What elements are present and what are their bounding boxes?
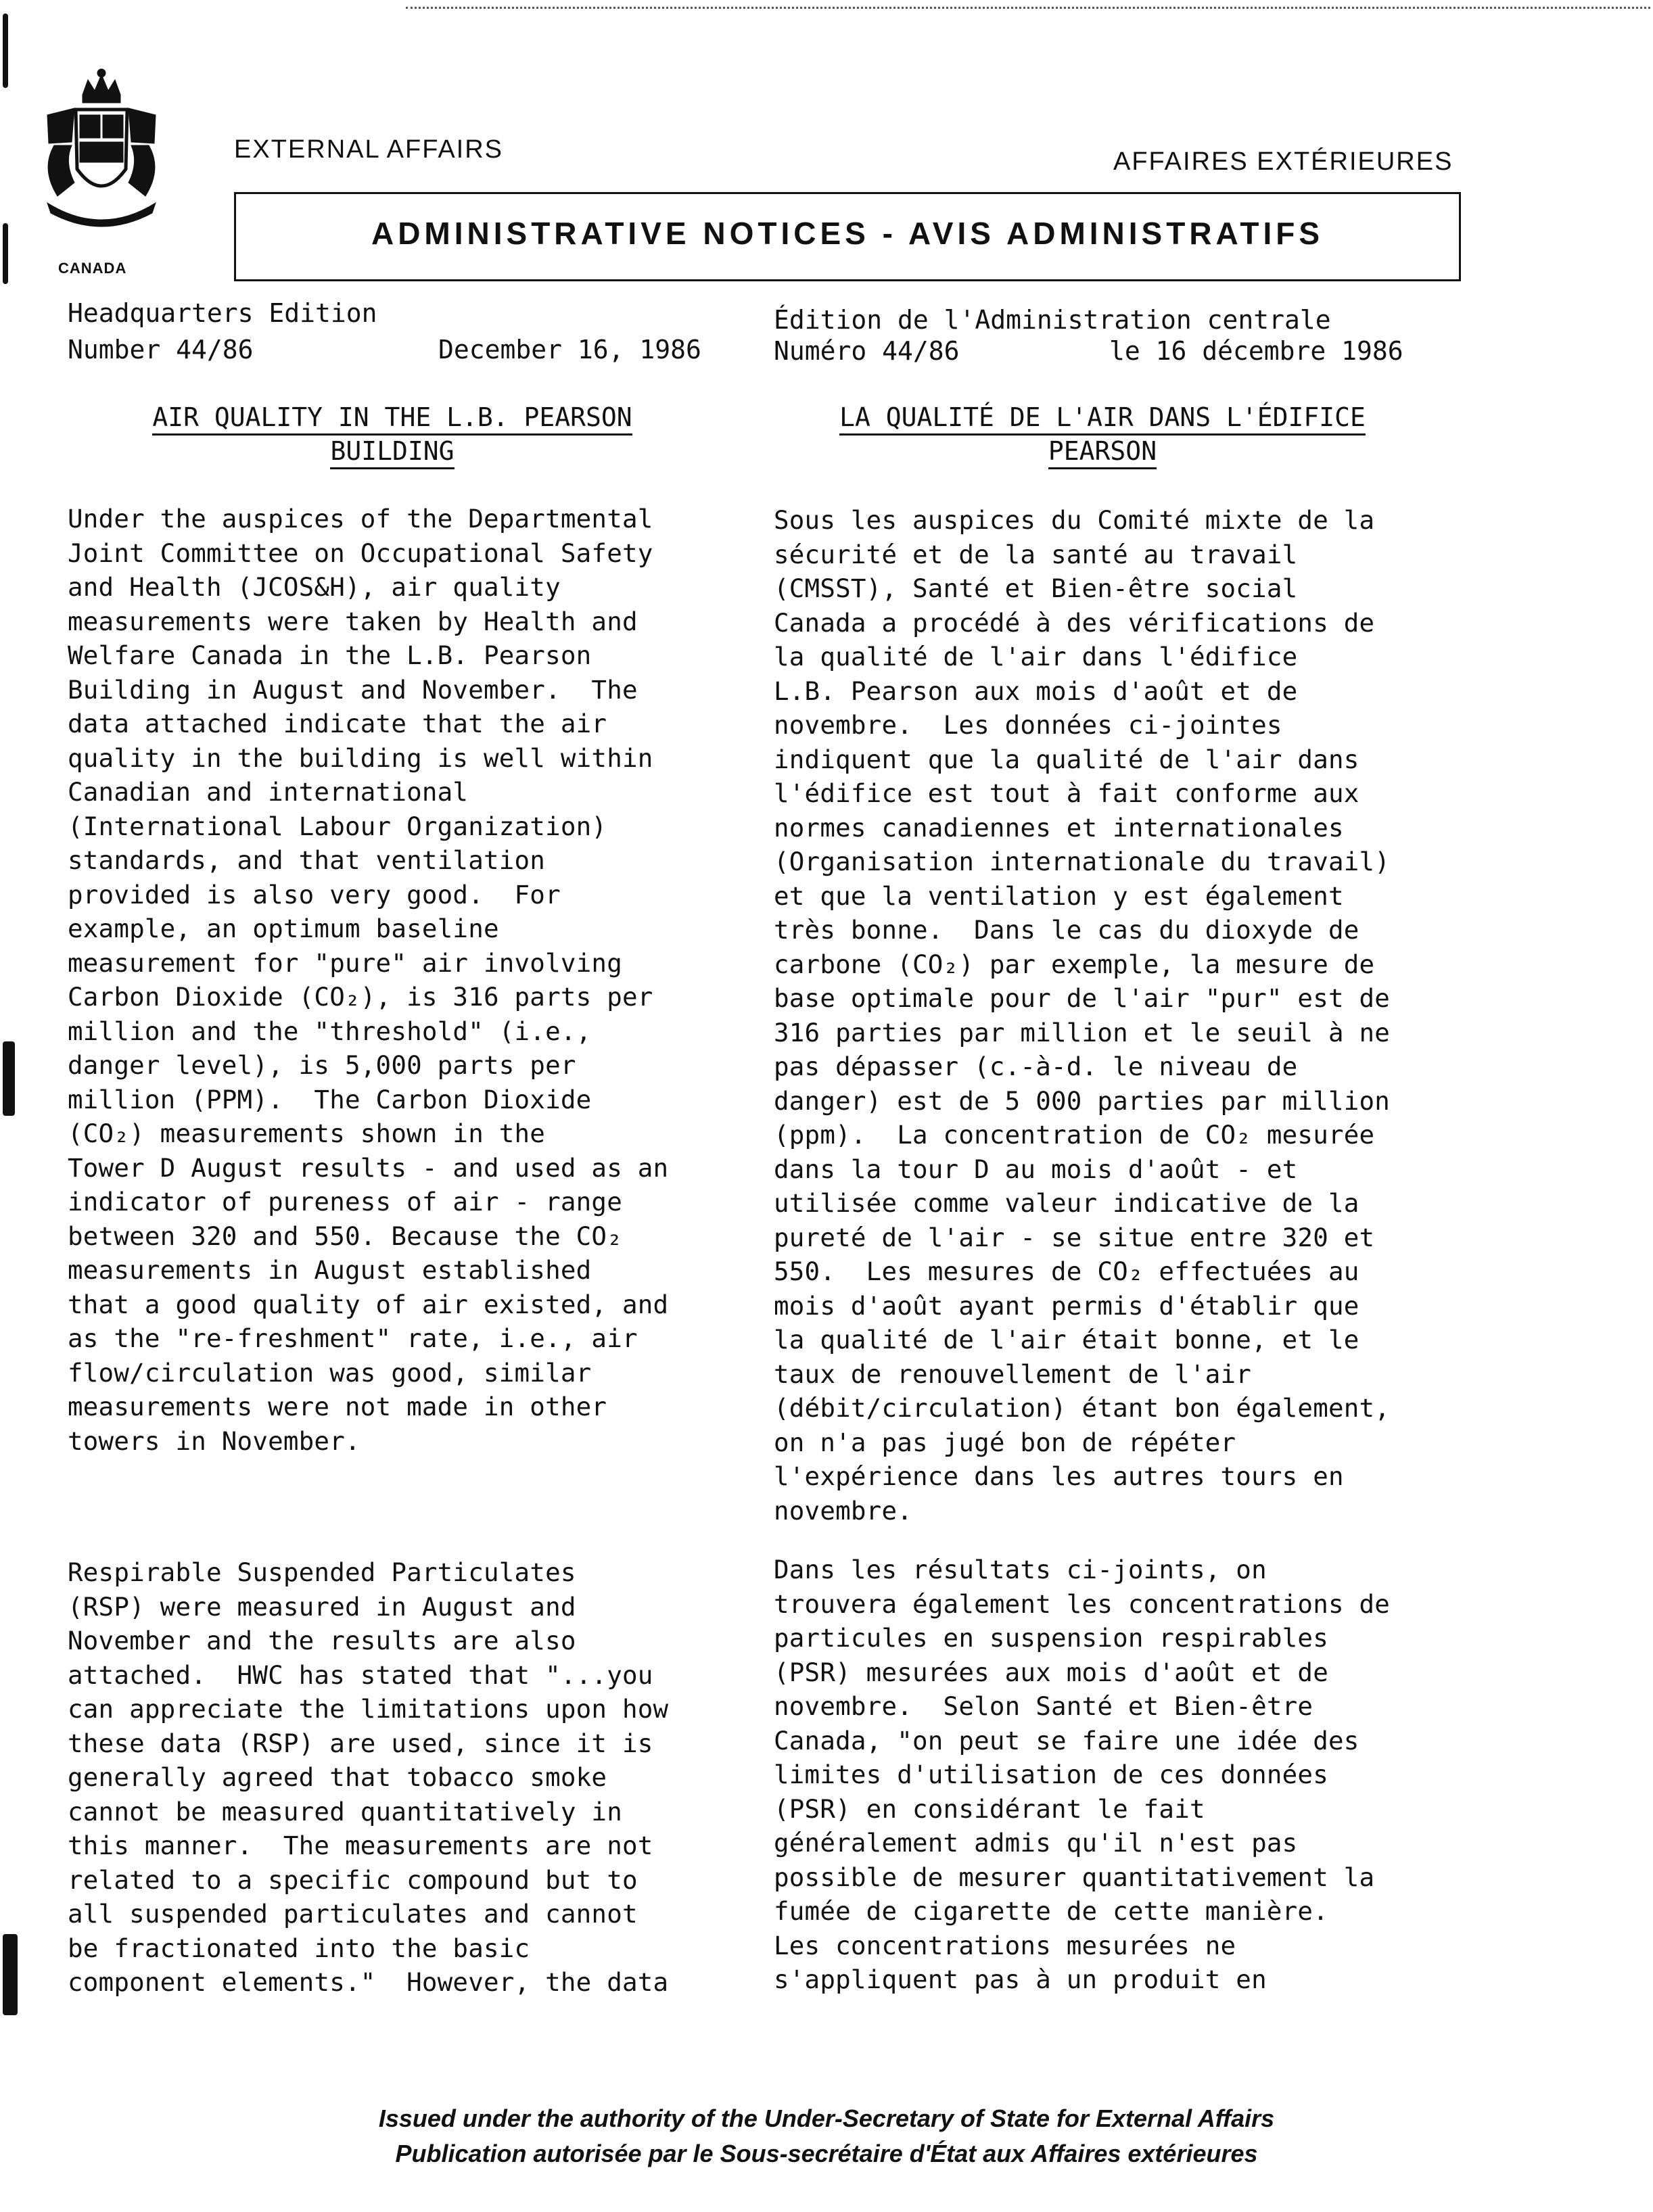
edition-label-french: Édition de l'Administration centrale [774, 305, 1331, 335]
scan-punch-hole [3, 1934, 18, 2015]
body-paragraph-french-2: Dans les résultats ci-joints, on trouvera également les concentrations de particules en suspension respirables (PSR) mesurées aux mois d'août et de novembre. Selon Santé et Bien-être Canada, "on peut se faire une idée des limites d'utilisation de ces données (PSR) en considérant le fait généralement admis qu'il n'est pas possible de mesurer quantitativement la fumée de cigarette de cette manière. Les concentrations mesurées ne s'appliquent pas à un produit en [774, 1555, 1391, 1994]
edition-label-english: Headquarters Edition [68, 298, 377, 328]
body-paragraph-english-2: Respirable Suspended Particulates (RSP) were measured in August and November and the results are also attached. HWC has stated that "...you can appreciate the limitations upon how these data (RSP) are used, since it is generally agreed that tobacco smoke cannot be measured quantitatively in this manner. The measurements are not related to a specific compound but to all suspended particulates and cannot be fractionated into the basic component elements." However, the data [68, 1557, 669, 1997]
department-name-english: EXTERNAL AFFAIRS [234, 135, 504, 164]
canada-coat-of-arms-icon [34, 68, 169, 237]
scan-punch-hole [3, 1041, 15, 1116]
footer-authority-english: Issued under the authority of the Under-Secretary of State for External Affairs [378, 2104, 1275, 2132]
edition-date-english: December 16, 1986 [438, 335, 701, 364]
article-heading-french-line2: PEARSON [1048, 436, 1157, 469]
page-title: ADMINISTRATIVE NOTICES - AVIS ADMINISTRATIFS [371, 216, 1324, 251]
article-heading-english-line1: AIR QUALITY IN THE L.B. PEARSON [152, 402, 632, 436]
edition-date-french: le 16 décembre 1986 [1109, 336, 1403, 366]
article-heading-french [764, 400, 1441, 468]
edition-number-english: Number 44/86 [68, 335, 254, 364]
footer-authority-french: Publication autorisée par le Sous-secrétaire d'État aux Affaires extérieures [395, 2140, 1258, 2167]
crest-label: CANADA [58, 260, 127, 277]
edition-number-french: Numéro 44/86 [774, 336, 960, 366]
scan-top-rule [406, 7, 1650, 9]
scan-left-edge [3, 14, 8, 88]
article-heading-english-line2: BUILDING [330, 436, 454, 469]
article-heading-french-line1: LA QUALITÉ DE L'AIR DANS L'ÉDIFICE [839, 402, 1366, 436]
scan-left-edge [3, 223, 8, 284]
body-paragraph-english-1: Under the auspices of the Departmental Joint Committee on Occupational Safety and Health (JCOS&H), air quality measurements were taken by Health and Welfare Canada in the L.B. Pearson Building in August and November. The data attached indicate that the air quality in the building is well within Canadian and international (International Labour Organization) standards, and that ventilation provided is also very good. For example, an optimum baseline measurement for "pure" air involving Carbon Dioxide (CO₂), is 316 parts per million and the "threshold" (i.e., danger level), is 5,000 parts per million (PPM). The Carbon Dioxide (CO₂) measurements shown in the Tower D August results - and used as an indicator of pureness of air - range between 320 and 550. Because the CO₂ measurements in August established that a good quality of air existed, and as the "re-freshment" rate, i.e., air flow/circulation was good, similar measurements were not made in other towers in November. [68, 504, 669, 1456]
body-paragraph-french-1: Sous les auspices du Comité mixte de la sécurité et de la santé au travail (CMSST), Santé et Bien-être social Canada a procédé à des vérifications de la qualité de l'air dans l'édifice L.B. Pearson aux mois d'août et de novembre. Les données ci-jointes indiquent que la qualité de l'air dans l'édifice est tout à fait conforme aux normes canadiennes et internationales (Organisation internationale du travail) et que la ventilation y est également très bonne. Dans le cas du dioxyde de carbone (CO₂) par exemple, la mesure de base optimale pour de l'air "pur" est de 316 parties par million et le seuil à ne pas dépasser (c.-à-d. le niveau de danger) est de 5 000 parties par million (ppm). La concentration de CO₂ mesurée dans la tour D au mois d'août - et utilisée comme valeur indicative de la pureté de l'air - se situe entre 320 et 550. Les mesures de CO₂ effectuées au mois d'août ayant permis d'établir que la qualité de l'air était bonne, et le taux de renouvellement de l'air (débit/circulation) étant bon également, on n'a pas jugé bon de répéter l'expérience dans les autres tours en novembre. [774, 505, 1391, 1526]
department-name-french: AFFAIRES EXTÉRIEURES [1113, 147, 1453, 176]
article-heading-english [54, 400, 730, 468]
